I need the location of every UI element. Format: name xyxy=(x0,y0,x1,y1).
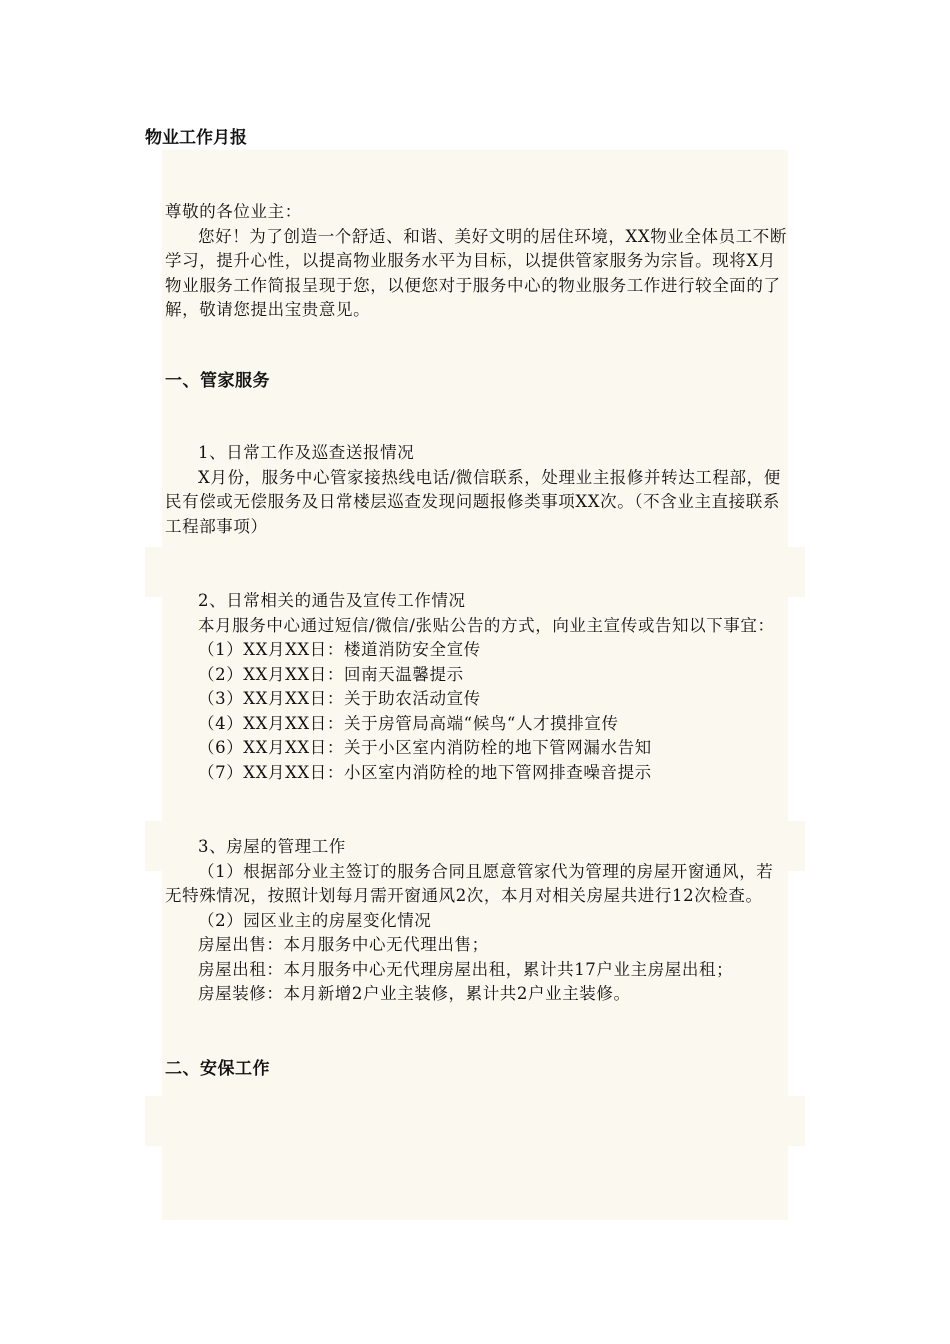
notice-item: （2）XX月XX日：回南天温馨提示 xyxy=(198,664,464,684)
notice-item: （4）XX月XX日：关于房管局高端“候鸟“人才摸排宣传 xyxy=(198,713,619,733)
section-heading-2: 二、安保工作 xyxy=(165,1058,270,1079)
section-heading-1: 一、管家服务 xyxy=(165,370,270,391)
notice-item: （3）XX月XX日：关于助农活动宣传 xyxy=(198,689,481,708)
intro-paragraph: 您好！为了创造一个舒适、和谐、美好文明的居住环境，XX物业全体员工不断学习，提升心性，以提高物业服务水平为目标，以提供管家服务为宗旨。现将X月物业服务工作简报呈现于您，以便您对于服务中心的物业服务工作进行较全面的了解，敬请您提出宝贵意见。 xyxy=(165,226,787,319)
notice-item: （1）XX月XX日：楼道消防安全宣传 xyxy=(198,640,481,659)
doc-title: 物业工作月报 xyxy=(145,128,247,148)
subsection-3-para: 房屋出售：本月服务中心无代理出售； xyxy=(198,935,489,954)
notice-item: （6）XX月XX日：关于小区室内消防栓的地下管网漏水告知 xyxy=(198,738,652,757)
subsection-1-body: X月份，服务中心管家接热线电话/微信联系，处理业主报修并转达工程部，便民有偿或无偿服务及日常楼层巡查发现问题报修类事项XX次。（不含业主直接联系工程部事项） xyxy=(165,467,781,536)
subsection-2-body: 本月服务中心通过短信/微信/张贴公告的方式，向业主宣传或告知以下事宜： xyxy=(198,615,775,635)
subsection-3-para: 房屋装修：本月新增2户业主装修，累计共2户业主装修。 xyxy=(198,984,631,1003)
subsection-3-para: （1）根据部分业主签订的服务合同且愿意管家代为管理的房屋开窗通风，若无特殊情况，按照计划每月需开窗通风2次，本月对相关房屋共进行12次检查。 xyxy=(165,861,774,905)
subsection-heading-3: 3、房屋的管理工作 xyxy=(198,837,346,856)
subsection-heading-1: 1、日常工作及巡查送报情况 xyxy=(198,443,415,462)
content-panel xyxy=(162,1146,788,1220)
subsection-heading-2: 2、日常相关的通告及宣传工作情况 xyxy=(198,591,466,610)
greeting: 尊敬的各位业主： xyxy=(165,202,302,221)
notice-item: （7）XX月XX日：小区室内消防栓的地下管网排查噪音提示 xyxy=(198,762,652,782)
subsection-3-para: （2）园区业主的房屋变化情况 xyxy=(198,910,432,930)
document-body xyxy=(165,200,787,1081)
content-panel-band xyxy=(145,1096,805,1146)
subsection-3-para: 房屋出租：本月服务中心无代理房屋出租，累计共17户业主房屋出租； xyxy=(198,959,734,979)
